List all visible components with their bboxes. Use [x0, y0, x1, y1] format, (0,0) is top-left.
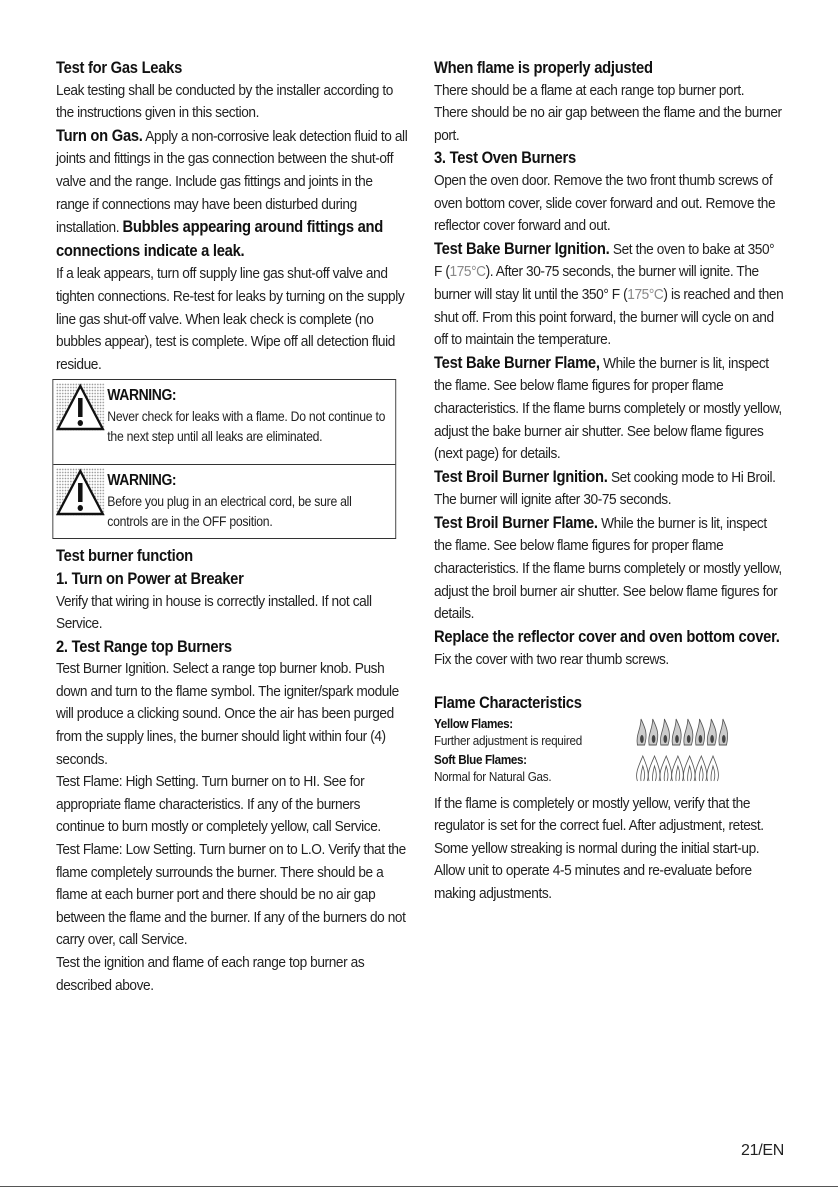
text-bake-flame: While the burner is lit, inspect the flame. See below flame figures for proper flame characteristics. If the flame burns completely or mostly yellow, adjust the bake burner air shutter. See below flame figures (next page) for details.	[434, 354, 782, 463]
temperature-celsius: 175°C	[449, 263, 486, 281]
heading-step-2: 2. Test Range top Burners	[56, 637, 232, 656]
paragraph-broil-ignition	[434, 466, 785, 512]
warning-text: Never check for leaks with a flame. Do not continue to the next step until all leaks are eliminated.	[107, 409, 386, 445]
warning-flame-check	[53, 380, 395, 464]
heading-step-3: 3. Test Oven Burners	[434, 149, 576, 168]
text-bake-ignition: ) is reached and then shut off. From this point forward, the burner will cycle on and off to maintain the temperature.	[434, 285, 784, 349]
label-turn-on-gas: Turn on Gas.	[56, 126, 143, 145]
text-bake-ignition: ). After 30-75 seconds, the burner will ignite. The burner will stay lit until the 350° F (	[434, 263, 759, 303]
paragraph-bake-ignition	[434, 238, 785, 352]
text-broil-ignition: Set cooking mode to Hi Broil. The burner will ignite after 30-75 seconds.	[434, 468, 776, 509]
paragraph-yellow-streaking: Some yellow streaking is normal during the initial start-up. Allow unit to operate 4-5 minutes and re-evaluate before making adjustments.	[434, 839, 760, 902]
left-column	[56, 57, 409, 997]
spacer	[434, 672, 785, 692]
paragraph-flame-high: Test Flame: High Setting. Turn burner on to HI. See for appropriate flame characteristics. If any of the burners continue to burn mostly or completely yellow, call Service.	[56, 773, 381, 836]
text-broil-flame: While the burner is lit, inspect the flame. See below flame figures for proper flame characteristics. If the flame burns completely or mostly yellow, adjust the broil burner air shutter. See below flame figures for details.	[434, 514, 782, 623]
heading-step-1: 1. Turn on Power at Breaker	[56, 569, 244, 588]
warning-triangle-icon	[56, 383, 105, 431]
heading-flame-characteristics: Flame Characteristics	[434, 694, 582, 713]
paragraph-step-3: Open the oven door. Remove the two front thumb screws of oven bottom cover, slide cover forward and out. Remove the reflector cover forward and out.	[434, 171, 776, 235]
right-column	[434, 57, 785, 906]
label-blue-flames: Soft Blue Flames:	[434, 751, 527, 767]
paragraph-burner-ignition: Test Burner Ignition. Select a range top burner knob. Push down and turn to the flame symbol. The igniter/spark module will produce a clicking sound. Once the air has been purged from the supply lines, the burner should light within four (4) seconds.	[56, 660, 399, 768]
paragraph-flame-each-port: There should be a flame at each range top burner port.	[434, 81, 745, 99]
label-yellow-flames: Yellow Flames:	[434, 715, 513, 731]
paragraph-replace-cover	[434, 626, 785, 672]
heading-gas-leaks: Test for Gas Leaks	[56, 59, 183, 77]
flame-row-yellow	[434, 715, 785, 751]
warning-title: WARNING:	[107, 472, 177, 490]
page-number: 21/EN	[741, 1142, 784, 1159]
warning-triangle-icon	[56, 468, 105, 516]
heading-burner-function: Test burner function	[56, 547, 193, 566]
temperature-celsius: 175°C	[627, 285, 664, 303]
yellow-flame-icon	[634, 717, 729, 747]
warning-box	[52, 379, 396, 539]
warning-electrical-cord	[53, 464, 395, 538]
label-bubbles-leak: Bubbles appearing around fittings and connections indicate a leak.	[56, 218, 383, 260]
paragraph-bake-flame	[434, 352, 785, 466]
text-bake-ignition: Set the oven to bake at 350° F (	[434, 240, 775, 281]
paragraph-step-1: Verify that wiring in house is correctly installed. If not call Service.	[56, 592, 372, 633]
text-yellow-flames: Further adjustment is required	[434, 732, 582, 748]
paragraph-leak-appears: If a leak appears, turn off supply line gas shut-off valve and tighten connections. Re-test for leaks by turning on the supply line gas shut-off valve. When leak check is complete (no bubbles appear), test is complete. Wipe off all detection fluid residue.	[56, 265, 405, 373]
label-bake-flame: Test Bake Burner Flame,	[434, 353, 600, 372]
text-replace-cover: Fix the cover with two rear thumb screws.	[434, 651, 669, 669]
paragraph-flame-low: Test Flame: Low Setting. Turn burner on to L.O. Verify that the flame completely surrounds the burner. There should be a flame at each burner port and there should be no air gap between the flame and the burner. If any of the burners do not carry over, call Service.	[56, 841, 406, 949]
label-bake-ignition: Test Bake Burner Ignition.	[434, 239, 610, 258]
warning-title: WARNING:	[107, 387, 177, 405]
text-turn-on-gas: Apply a non-corrosive leak detection fluid to all joints and fittings in the gas connection between the shut-off valve and the range. Include gas fittings and joints in the range if connections may have been disturbed during installation.	[56, 127, 408, 237]
heading-properly-adjusted: When flame is properly adjusted	[434, 59, 653, 77]
paragraph-leak-testing: Leak testing shall be conducted by the installer according to the instructions given in this section.	[56, 81, 393, 122]
warning-text: Before you plug in an electrical cord, be sure all controls are in the OFF position.	[107, 494, 352, 530]
bottom-rule	[0, 1186, 838, 1187]
paragraph-completely-yellow: If the flame is completely or mostly yellow, verify that the regulator is set for the correct fuel. After adjustment, retest.	[434, 794, 764, 835]
paragraph-each-burner: Test the ignition and flame of each range top burner as described above.	[56, 954, 365, 994]
blue-flame-icon	[634, 753, 729, 783]
paragraph-broil-flame	[434, 512, 785, 626]
label-broil-flame: Test Broil Burner Flame.	[434, 513, 598, 532]
label-broil-ignition: Test Broil Burner Ignition.	[434, 467, 608, 486]
flame-row-blue	[434, 751, 785, 787]
paragraph-turn-on-gas	[56, 125, 409, 264]
text-blue-flames: Normal for Natural Gas.	[434, 768, 552, 784]
label-replace-cover: Replace the reflector cover and oven bottom cover.	[434, 627, 780, 646]
paragraph-no-air-gap: There should be no air gap between the flame and the burner port.	[434, 104, 782, 144]
